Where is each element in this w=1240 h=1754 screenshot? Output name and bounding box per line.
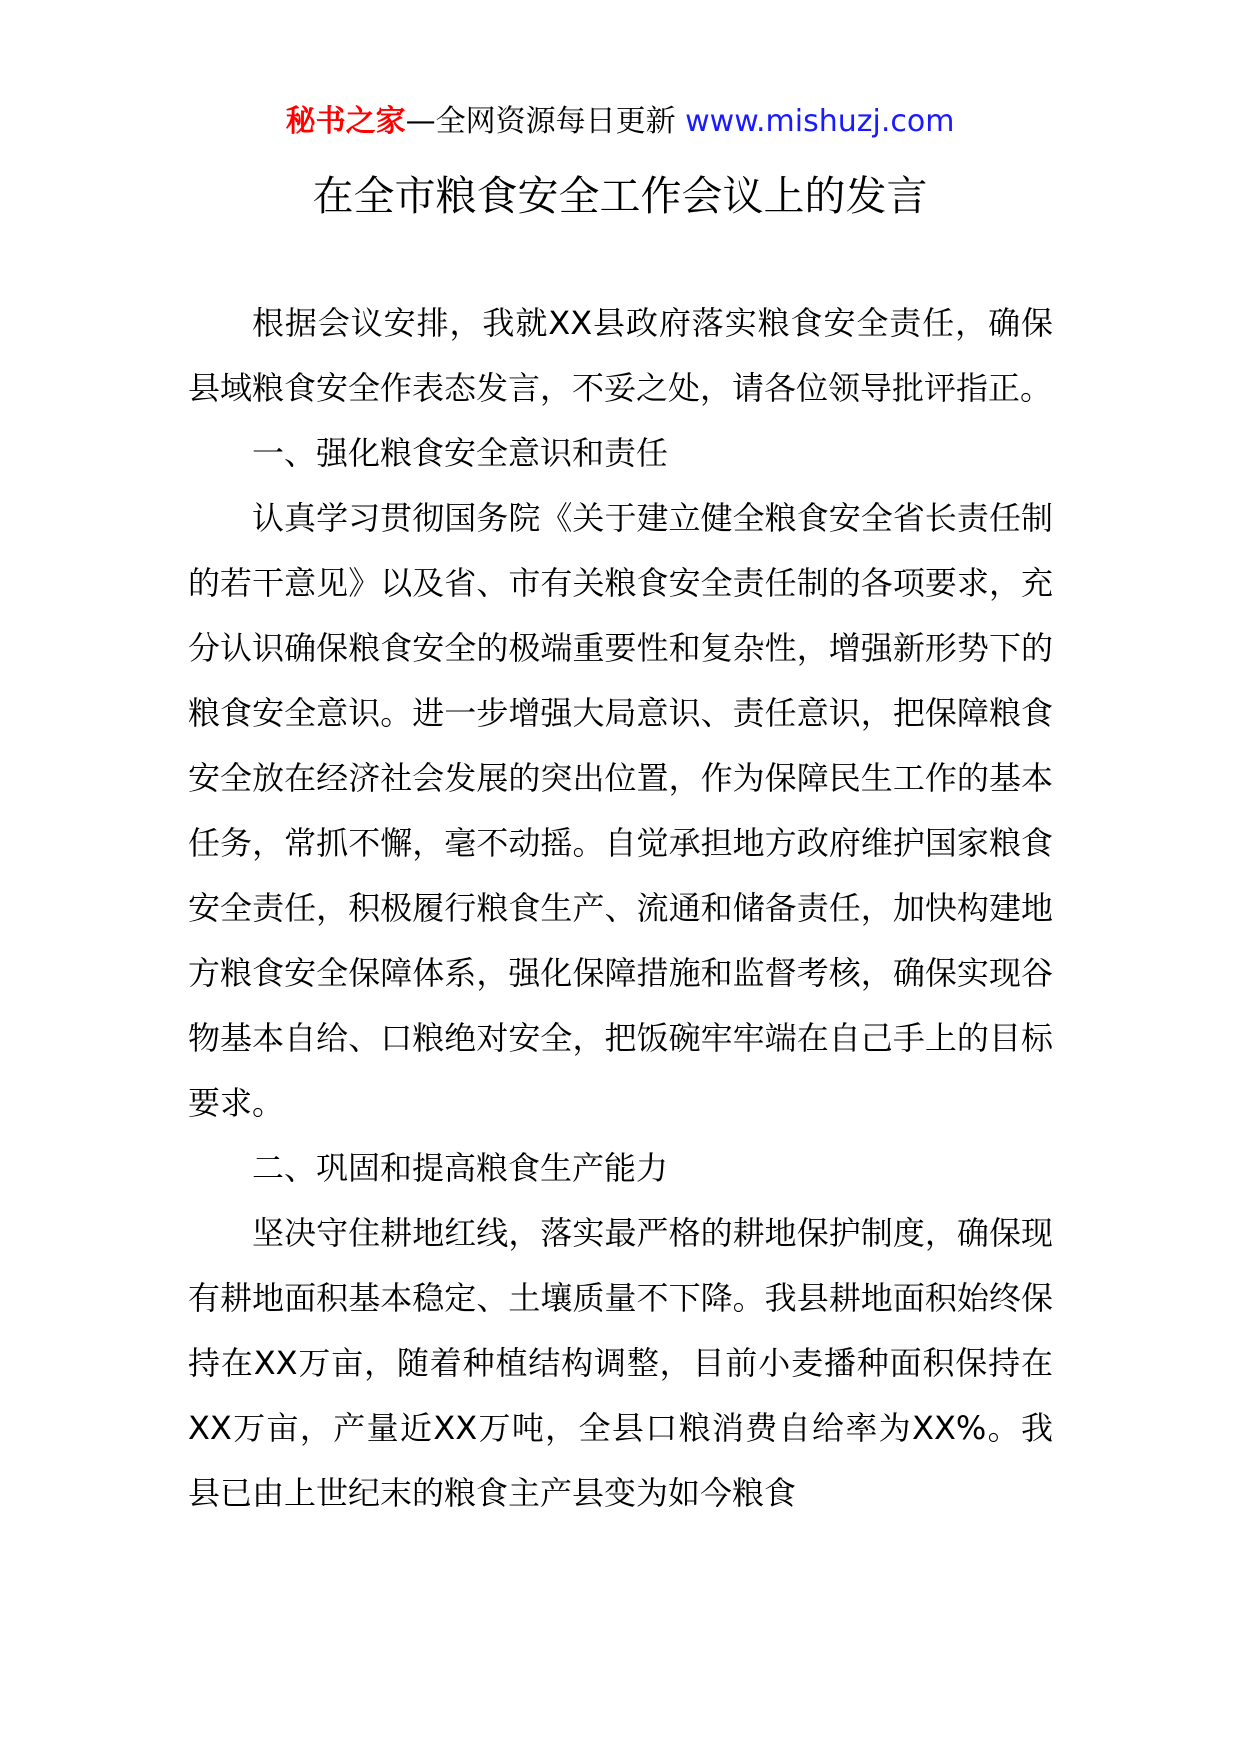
section-1-paragraph: 认真学习贯彻国务院《关于建立健全粮食安全省长责任制的若干意见》以及省、市有关粮食安全责任制的各项要求，充分认识确保粮食安全的极端重要性和复杂性，增强新形势下的粮食安全意识。进一步增强大局意识、责任意识，把保障粮食安全放在经济社会发展的突出位置，作为保障民生工作的基本任务，常抓不懈，毫不动摇。自觉承担地方政府维护国家粮食安全责任，积极履行粮食生产、流通和储备责任，加快构建地方粮食安全保障体系，强化保障措施和监督考核，确保实现谷物基本自给、口粮绝对安全，把饭碗牢牢端在自己手上的目标要求。 <box>188 499 1053 1122</box>
site-url-link[interactable]: www.mishuzj.com <box>685 104 955 139</box>
header-tagline: —全网资源每日更新 <box>405 104 676 139</box>
section-2-heading: 二、巩固和提高粮食生产能力 <box>252 1149 669 1187</box>
brand-name: 秘书之家 <box>285 104 406 139</box>
document-body <box>188 291 1053 1526</box>
intro-paragraph: 根据会议安排，我就XX县政府落实粮食安全责任，确保县域粮食安全作表态发言，不妥之处，请各位领导批评指正。 <box>188 304 1053 407</box>
section-1-heading: 一、强化粮食安全意识和责任 <box>252 434 669 472</box>
site-header <box>0 100 1240 144</box>
section-2-paragraph: 坚决守住耕地红线，落实最严格的耕地保护制度，确保现有耕地面积基本稳定、土壤质量不下降。我县耕地面积始终保持在XX万亩，随着种植结构调整，目前小麦播种面积保持在XX万亩，产量近XX万吨，全县口粮消费自给率为XX%。我县已由上世纪末的粮食主产县变为如今粮食 <box>188 1214 1053 1512</box>
document-title: 在全市粮食安全工作会议上的发言 <box>312 172 928 220</box>
